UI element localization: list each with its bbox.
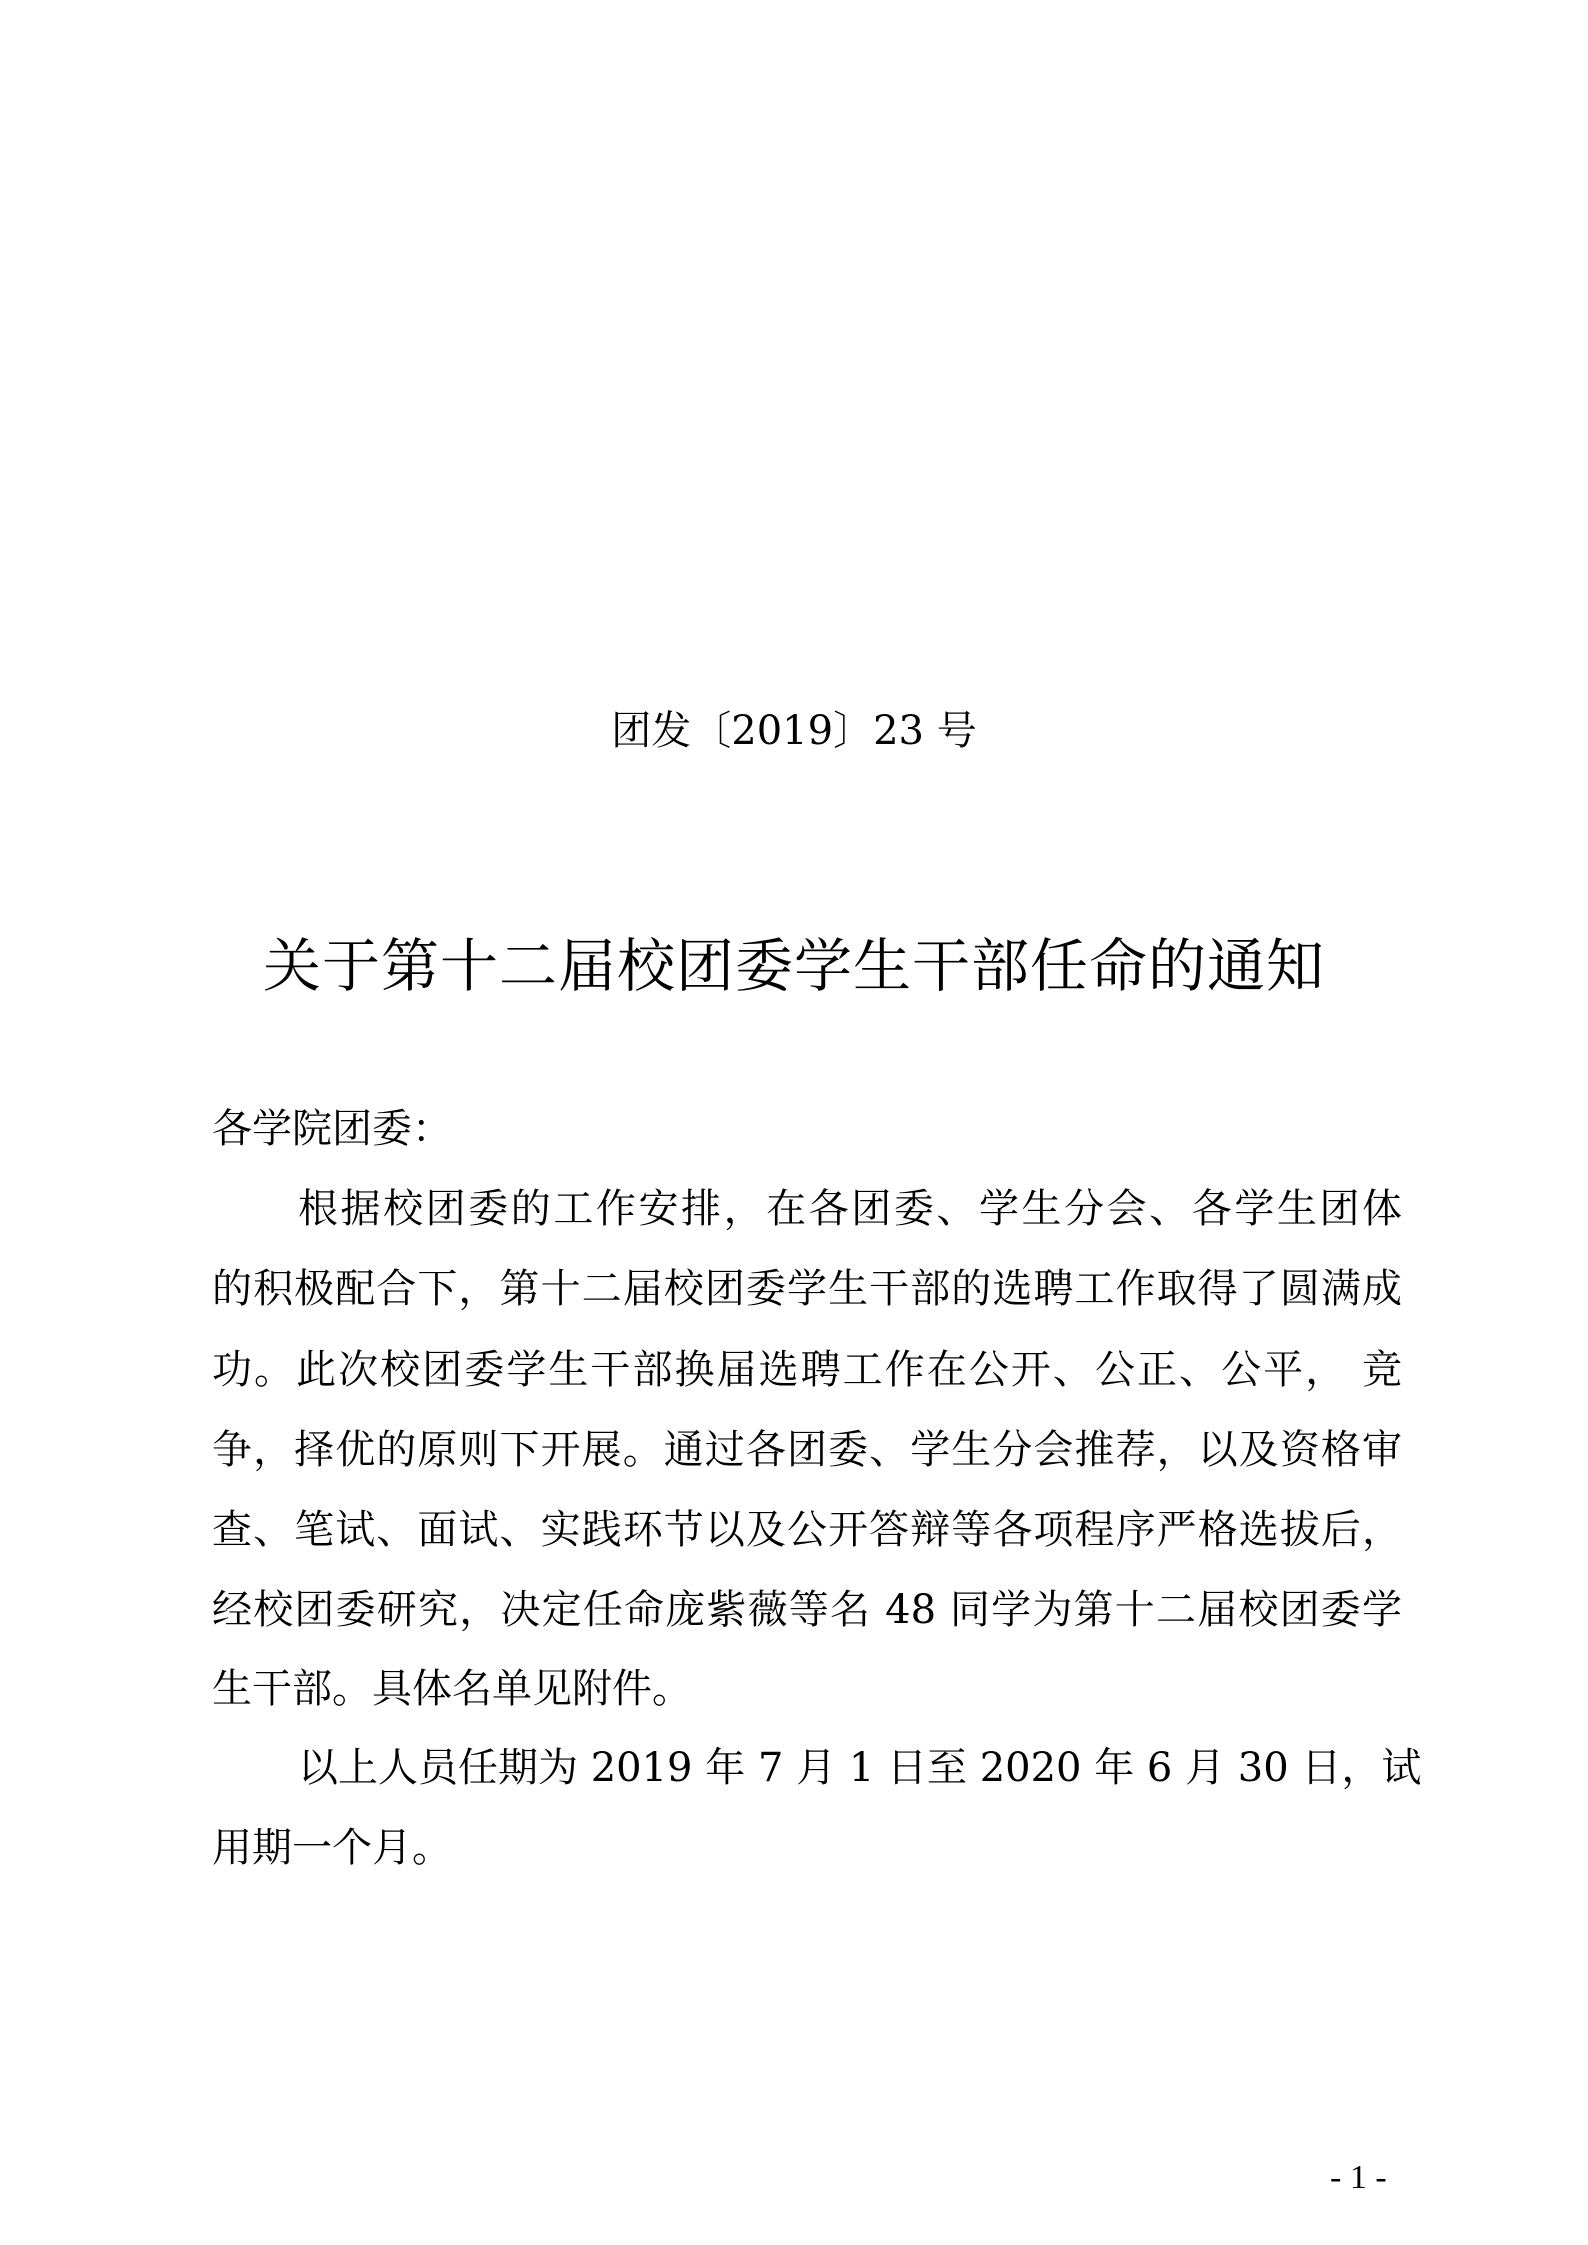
paragraph-line: 查、笔试、面试、实践环节以及公开答辩等各项程序严格选拔后， — [212, 1507, 1402, 1553]
paragraph-line: 以上人员任期为 2019 年 7 月 1 日至 2020 年 6 月 30 日，试 — [298, 1745, 1422, 1791]
notice-title: 关于第十二届校团委学生干部任命的通知 — [262, 932, 1325, 1000]
page-number: - 1 - — [1330, 2159, 1387, 2196]
paragraph-line: 功。此次校团委学生干部换届选聘工作在公开、公正、公平， 竞 — [212, 1347, 1402, 1393]
paragraph-line: 根据校团委的工作安排，在各团委、学生分会、各学生团体 — [298, 1186, 1402, 1232]
paragraph-line: 用期一个月。 — [212, 1825, 452, 1871]
paragraph-line: 生干部。具体名单见附件。 — [212, 1666, 692, 1712]
salutation: 各学院团委： — [212, 1106, 452, 1152]
paragraph-line: 的积极配合下，第十二届校团委学生干部的选聘工作取得了圆满成 — [212, 1266, 1402, 1312]
paragraph-line: 经校团委研究，决定任命庞紫薇等名 48 同学为第十二届校团委学 — [212, 1587, 1402, 1633]
document-number: 团发〔2019〕23 号 — [611, 708, 977, 754]
paragraph-line: 争，择优的原则下开展。通过各团委、学生分会推荐，以及资格审 — [212, 1427, 1402, 1473]
